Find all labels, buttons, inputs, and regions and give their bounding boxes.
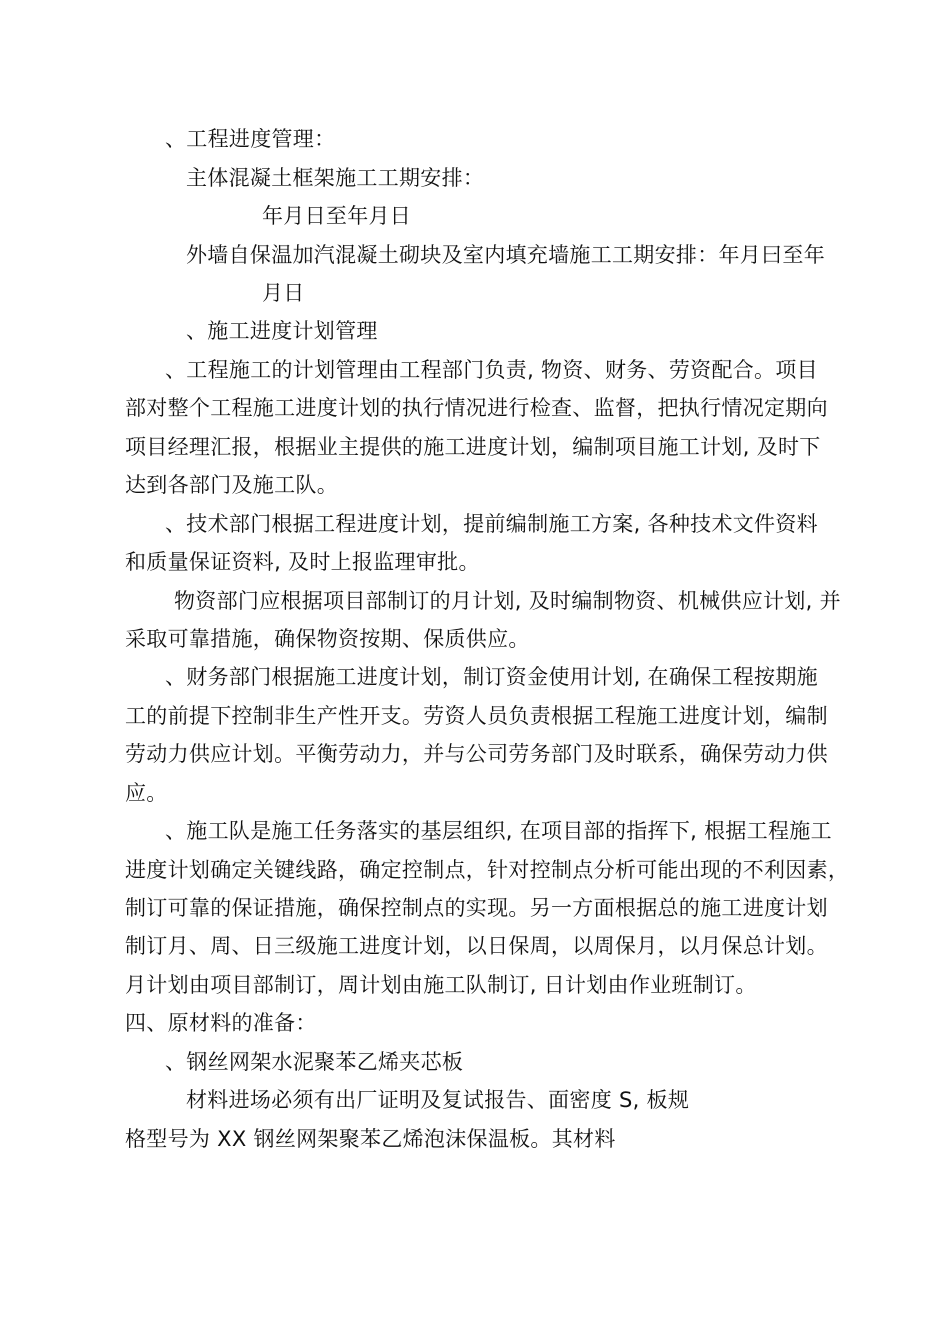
heading-materials-preparation: 四、原材料的准备： [125,1011,317,1035]
subheading-steel-mesh-panel: 、钢丝网架水泥聚苯乙烯夹芯板 [165,1050,464,1074]
paragraph-line: 部对整个工程施工进度计划的执行情况进行检查、监督，把执行情况定期向 [125,396,828,420]
paragraph-line: 劳动力供应计划。平衡劳动力，并与公司劳务部门及时联系，确保劳动力供 [125,742,828,766]
paragraph-line: 进度计划确定关键线路，确定控制点，针对控制点分析可能出现的不利因素， [125,858,850,882]
paragraph-line: 应。 [125,781,168,805]
paragraph-line: 、财务部门根据施工进度计划，制订资金使用计划, 在确保工程按期施 [165,665,818,689]
paragraph-line: 制订月、周、日三级施工进度计划，以日保周，以周保月，以月保总计划。 [125,934,828,958]
paragraph-line: 、施工队是施工任务落实的基层组织, 在项目部的指挥下, 根据工程施工 [165,819,832,843]
paragraph-line: 项目经理汇报，根据业主提供的施工进度计划，编制项目施工计划, 及时下 [125,435,821,459]
text-line: 月日 [262,281,305,305]
paragraph-line: 物资部门应根据项目部制订的月计划, 及时编制物资、机械供应计划, 并 [174,589,841,613]
heading-schedule-management: 、工程进度管理： [165,127,336,151]
paragraph-line: 、工程施工的计划管理由工程部门负责, 物资、财务、劳资配合。项目 [165,358,818,382]
paragraph-line: 和质量保证资料, 及时上报监理审批。 [125,550,480,574]
paragraph-line: 材料进场必须有出厂证明及复试报告、面密度 S, 板规 [186,1088,690,1112]
text-line: 主体混凝土框架施工工期安排： [186,166,485,190]
paragraph-line: 达到各部门及施工队。 [125,473,338,497]
paragraph-line: 工的前提下控制非生产性开支。劳资人员负责根据工程施工进度计划，编制 [125,704,828,728]
paragraph-line: 采取可靠措施，确保物资按期、保质供应。 [125,627,530,651]
paragraph-line: 月计划由项目部制订，周计划由施工队制订, 日计划由作业班制订。 [125,973,757,997]
paragraph-line: 、技术部门根据工程进度计划，提前编制施工方案, 各种技术文件资料 [165,512,818,536]
paragraph-line: 格型号为 XX 钢丝网架聚苯乙烯泡沫保温板。其材料 [125,1127,616,1151]
paragraph-line: 制订可靠的保证措施，确保控制点的实现。另一方面根据总的施工进度计划 [125,896,828,920]
text-line: 外墙自保温加汽混凝土砌块及室内填充墙施工工期安排：年月曰至年 [186,243,825,267]
text-line: 年月日至年月日 [262,204,412,228]
heading-plan-management: 、施工进度计划管理 [186,319,378,343]
